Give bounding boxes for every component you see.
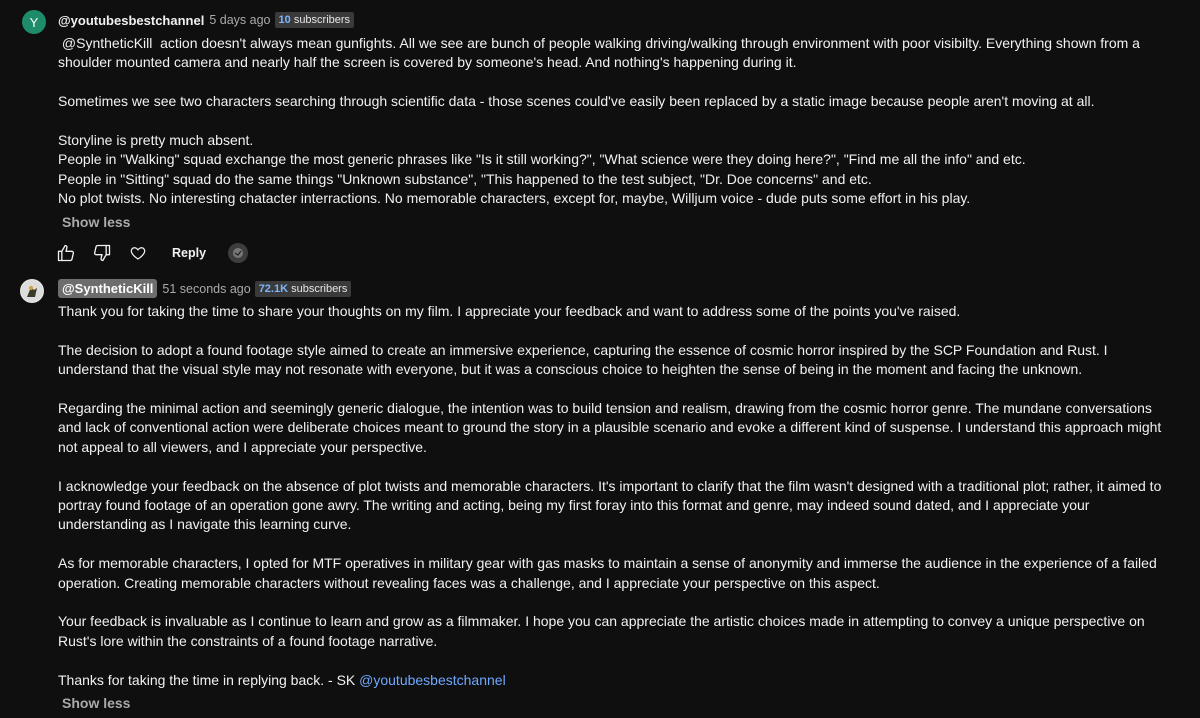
comment-line: @SyntheticKill action doesn't always mean gunfights. All we see are bunch of people walking driving/walking through environment with poor visibilty. Everything shown from a shoulder mounted camera and nearly half the screen is covered by someone's head. And nothing's happening during it. bbox=[58, 35, 1144, 71]
comment-line: People in "Walking" squad exchange the most generic phrases like "Is it still working?", "What science were they doing here?", "Find me all the info" and etc. bbox=[58, 151, 1026, 168]
comment-header bbox=[58, 12, 354, 28]
reply-button[interactable]: Reply bbox=[172, 246, 207, 260]
reply-paragraph: The decision to adopt a found footage style aimed to create an immersive experience, capturing the essence of cosmic horror inspired by the SCP Foundation and Rust. I understand that the visual style may not resonate with everyone, but it was a conscious choice to heighten the sense of being in the moment and facing the unknown. bbox=[58, 341, 1112, 378]
subscriber-badge bbox=[275, 12, 355, 28]
comment-line: Storyline is pretty much absent. bbox=[58, 132, 254, 148]
avatar-image bbox=[21, 280, 43, 302]
reply-paragraph: Regarding the minimal action and seemingly generic dialogue, the intention was to build tension and realism, drawing from the cosmic horror genre. The mundane conversations and lack of conventional action were deliberate choices meant to ground the story in a plausible scenario and evoke a different kind of suspense. I understand this approach might not appeal to all viewers, and I appreciate your perspective. bbox=[58, 400, 1166, 455]
thumbs-up-icon[interactable] bbox=[56, 243, 76, 263]
avatar[interactable] bbox=[22, 10, 46, 34]
reply-paragraph: I acknowledge your feedback on the absence of plot twists and memorable characters. It's important to clarify that the film wasn't designed with a traditional plot; rather, it aimed to portray found footage of an operation gone awry. The writing and acting, being my first foray into this format and genre, may indeed sound dated, and I appreciate your understanding as I navigate this learning curve. bbox=[58, 477, 1166, 533]
comment-actions bbox=[56, 243, 248, 263]
heart-icon[interactable] bbox=[128, 243, 148, 263]
comment-line: Sometimes we see two characters searching through scientific data - those scenes could've easily been replaced by a static image because people aren't moving at all. bbox=[58, 93, 1095, 110]
comment-text bbox=[58, 34, 1178, 209]
avatar[interactable] bbox=[20, 279, 44, 303]
subscriber-badge bbox=[255, 281, 352, 297]
subscriber-count: 72.1K bbox=[258, 282, 289, 295]
reply-header bbox=[58, 279, 351, 298]
comment-line: No plot twists. No interesting chatacter interractions. No memorable characters, except for, maybe, Willjum voice - dude puts some effort in his play. bbox=[58, 190, 971, 207]
comment-line: People in "Sitting" squad do the same things "Unknown substance", "This happened to the test subject, "Dr. Doe concerns" and etc. bbox=[58, 170, 872, 187]
reply-time[interactable]: 51 seconds ago bbox=[162, 281, 251, 296]
reply-text bbox=[58, 302, 1178, 690]
avatar-letter: Y bbox=[29, 14, 39, 30]
comment-time[interactable]: 5 days ago bbox=[209, 13, 271, 27]
reply-closing-text: Thanks for taking the time in replying back. - SK bbox=[58, 671, 360, 688]
reply-closing bbox=[58, 671, 1178, 690]
reply-paragraph: As for memorable characters, I opted for MTF operatives in military gear with gas masks to maintain a sense of anonymity and immerse the audience in the experience of a failed operation. Creating memorable characters without revealing faces was a challenge, and I appreciate your perspective on this aspect. bbox=[58, 555, 1161, 591]
creator-avatar-icon bbox=[228, 243, 248, 263]
thumbs-down-icon[interactable] bbox=[92, 243, 112, 263]
reply-paragraph: Thank you for taking the time to share your thoughts on my film. I appreciate your feedback and want to address some of the points you've raised. bbox=[58, 303, 961, 319]
subscriber-count: 10 bbox=[278, 14, 291, 26]
show-less-button[interactable]: Show less bbox=[62, 214, 131, 230]
comment-author[interactable]: @youtubesbestchannel bbox=[58, 12, 205, 28]
reply-paragraph: Your feedback is invaluable as I continue to learn and grow as a filmmaker. I hope you can appreciate the artistic choices made in attempting to convey a unique perspective on Rust's lore within the constraints of a found footage narrative. bbox=[58, 613, 1149, 649]
mention-link[interactable]: @youtubesbestchannel bbox=[359, 671, 506, 688]
subscriber-label: subscribers bbox=[291, 282, 348, 295]
subscriber-label: subscribers bbox=[293, 14, 351, 26]
reply-author[interactable]: @SyntheticKill bbox=[58, 279, 157, 298]
show-less-button[interactable]: Show less bbox=[62, 695, 131, 711]
